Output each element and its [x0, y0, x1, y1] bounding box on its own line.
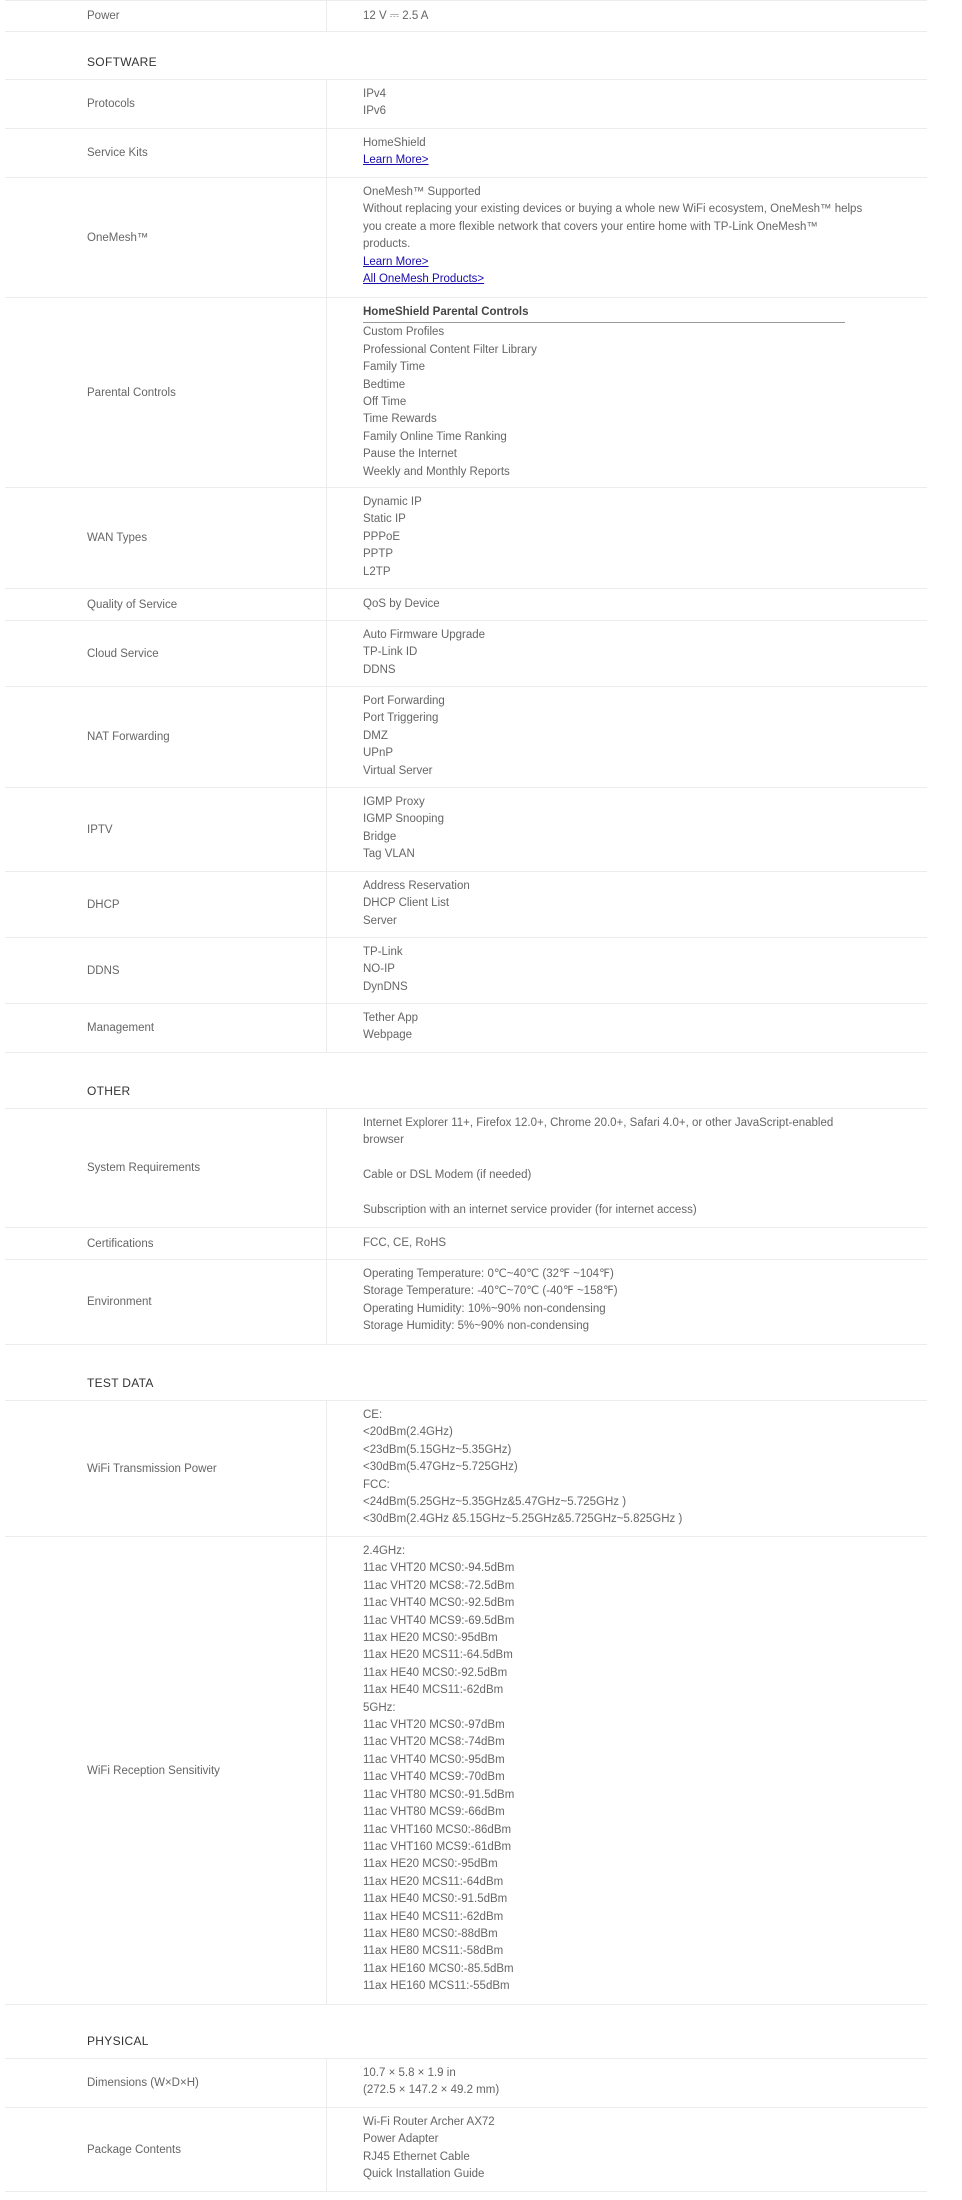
spec-value-line: 11ax HE80 MCS0:-88dBm: [363, 1927, 498, 1940]
spec-value-line: 11ax HE20 MCS0:-95dBm: [363, 1632, 498, 1645]
spec-label: OneMesh™: [5, 178, 327, 297]
spec-value-line: IGMP Proxy: [363, 796, 425, 808]
spec-value: [327, 1228, 927, 1259]
spec-value-line: Quick Installation Guide: [363, 2168, 485, 2181]
spec-value-line: <30dBm(2.4GHz &5.15GHz~5.25GHz&5.725GHz~5.825GHz ): [363, 1513, 683, 1526]
section-header-test-data: TEST DATA: [5, 1345, 927, 1401]
spec-value: [327, 80, 927, 128]
spec-value: [327, 488, 927, 588]
spec-label: WiFi Reception Sensitivity: [5, 1537, 327, 2004]
spec-value: [327, 1, 927, 31]
spec-value-line: 11ax HE40 MCS11:-62dBm: [363, 1684, 504, 1697]
spec-value-line: Professional Content Filter Library: [363, 343, 537, 356]
spec-value-line: TP-Link ID: [363, 646, 418, 659]
spec-value-line: <20dBm(2.4GHz): [363, 1426, 453, 1439]
spec-label: Power: [5, 1, 327, 31]
section-header-other: OTHER: [5, 1053, 927, 1109]
spec-value-line: Off Time: [363, 396, 407, 409]
spec-value-line: NO-IP: [363, 963, 395, 976]
spec-row-environment: [5, 1260, 927, 1345]
spec-value: [327, 1004, 927, 1052]
spec-label: Parental Controls: [5, 298, 327, 487]
spec-label: Package Contents: [5, 2108, 327, 2191]
spec-label: Dimensions (W×D×H): [5, 2059, 327, 2107]
spec-row-dimensions: [5, 2059, 927, 2108]
spec-value-line: Storage Temperature: -40℃~70℃ (-40℉ ~158℉): [363, 1285, 618, 1298]
spec-value-line: Wi-Fi Router Archer AX72: [363, 2116, 495, 2128]
spec-row-system-requirements: [5, 1109, 927, 1228]
learn-more-link[interactable]: Learn More>: [363, 154, 429, 167]
spec-value-line: Power Adapter: [363, 2133, 439, 2146]
spec-value-line: 11ac VHT20 MCS8:-74dBm: [363, 1736, 505, 1749]
spec-value-line: Custom Profiles: [363, 326, 445, 339]
spec-value-line: HomeShield: [363, 137, 426, 149]
spec-value-line: Weekly and Monthly Reports: [363, 465, 510, 478]
spec-row-wifi-transmission-power: [5, 1401, 927, 1537]
spec-value-line: you create a more flexible network that covers your entire home with TP-Link OneMesh™: [363, 220, 818, 233]
spec-value: [327, 872, 927, 937]
spec-value-line: 10.7 × 5.8 × 1.9 in: [363, 2067, 456, 2079]
spec-value-line: 11ax HE40 MCS0:-91.5dBm: [363, 1893, 508, 1906]
spec-value-line: Family Online Time Ranking: [363, 430, 507, 443]
spec-row-qos: [5, 589, 927, 621]
spec-label: Service Kits: [5, 129, 327, 177]
spec-value-line: Port Triggering: [363, 712, 439, 725]
spec-value-line: Tag VLAN: [363, 848, 415, 861]
spec-label: Certifications: [5, 1228, 327, 1259]
spec-value-line: 11ac VHT20 MCS8:-72.5dBm: [363, 1579, 515, 1592]
spec-label: Quality of Service: [5, 589, 327, 620]
spec-value-line: UPnP: [363, 747, 394, 760]
spec-row-parental-controls: [5, 298, 927, 488]
spec-value-line: Time Rewards: [363, 413, 437, 426]
spec-value: [327, 1109, 927, 1227]
spec-value-line: (272.5 × 147.2 × 49.2 mm): [363, 2084, 500, 2097]
spec-value-line: 11ax HE20 MCS0:-95dBm: [363, 1858, 498, 1871]
spec-row-protocols: [5, 80, 927, 129]
spec-value-line: products.: [363, 238, 411, 251]
parental-controls-heading: HomeShield Parental Controls: [363, 304, 845, 323]
spec-value: [327, 2108, 927, 2191]
spec-value-line: <23dBm(5.15GHz~5.35GHz): [363, 1443, 512, 1456]
spec-value-line: 11ac VHT80 MCS9:-66dBm: [363, 1806, 505, 1819]
spec-value-line: 2.4GHz:: [363, 1545, 406, 1557]
spec-row-ddns: [5, 938, 927, 1004]
spec-value-line: PPTP: [363, 548, 394, 561]
spec-value-line: Dynamic IP: [363, 496, 422, 508]
spec-value-line: FCC:: [363, 1478, 390, 1491]
section-header-software: SOFTWARE: [5, 32, 927, 80]
spec-value-line: Bridge: [363, 830, 397, 843]
spec-label: Environment: [5, 1260, 327, 1344]
spec-value-line: 11ac VHT40 MCS0:-92.5dBm: [363, 1597, 515, 1610]
spec-value-line: 11ax HE40 MCS0:-92.5dBm: [363, 1666, 508, 1679]
spec-value-line: OneMesh™ Supported: [363, 186, 481, 198]
spec-table: [5, 0, 927, 2192]
spec-value-line: DHCP Client List: [363, 897, 450, 910]
spec-value-line: RJ45 Ethernet Cable: [363, 2150, 470, 2163]
spec-value-line: Family Time: [363, 361, 425, 374]
spec-value-line: DMZ: [363, 729, 388, 742]
spec-value: [327, 938, 927, 1003]
spec-label: WiFi Transmission Power: [5, 1401, 327, 1536]
spec-value-line: 11ac VHT40 MCS0:-95dBm: [363, 1753, 505, 1766]
spec-value-line: Operating Humidity: 10%~90% non-condensing: [363, 1302, 606, 1315]
spec-value-line: 11ax HE20 MCS11:-64dBm: [363, 1875, 504, 1888]
spec-value: [327, 687, 927, 787]
spec-value-line: 11ax HE40 MCS11:-62dBm: [363, 1910, 504, 1923]
all-onemesh-products-link[interactable]: All OneMesh Products>: [363, 273, 485, 286]
spec-value-line: QoS by Device: [363, 598, 440, 610]
spec-label: System Requirements: [5, 1109, 327, 1227]
spec-value-line: 11ac VHT20 MCS0:-94.5dBm: [363, 1562, 515, 1575]
spec-row-service-kits: [5, 129, 927, 178]
spec-value-line: 11ax HE160 MCS0:-85.5dBm: [363, 1962, 514, 1975]
spec-value-line: 11ac VHT80 MCS0:-91.5dBm: [363, 1788, 515, 1801]
spec-value-line: Virtual Server: [363, 764, 433, 777]
learn-more-link[interactable]: Learn More>: [363, 255, 429, 268]
spec-value: [327, 1537, 927, 2004]
spec-value: [327, 298, 927, 487]
spec-row-package-contents: [5, 2108, 927, 2192]
spec-value-line: 5GHz:: [363, 1701, 396, 1714]
spec-value-line: TP-Link: [363, 946, 403, 958]
spec-value-line: Static IP: [363, 513, 406, 526]
spec-label: DHCP: [5, 872, 327, 937]
spec-value-line: 11ax HE160 MCS11:-55dBm: [363, 1980, 510, 1993]
spec-value-line: IGMP Snooping: [363, 813, 444, 826]
spec-value-line: IPv6: [363, 105, 387, 118]
spec-value-line: Subscription with an internet service provider (for internet access): [363, 1204, 697, 1216]
spec-label: Protocols: [5, 80, 327, 128]
spec-value: [327, 178, 927, 297]
spec-value: [327, 589, 927, 620]
spec-value-line: Webpage: [363, 1029, 413, 1042]
spec-value-line: CE:: [363, 1409, 383, 1421]
spec-value-line: DDNS: [363, 663, 396, 676]
spec-value: [327, 1401, 927, 1536]
spec-value-line: Pause the Internet: [363, 448, 457, 461]
spec-row-cloud-service: [5, 621, 927, 687]
spec-value-line: DynDNS: [363, 980, 408, 993]
spec-value-line: Auto Firmware Upgrade: [363, 629, 486, 641]
spec-value-line: IPv4: [363, 88, 387, 100]
spec-label: NAT Forwarding: [5, 687, 327, 787]
spec-value-line: 11ac VHT40 MCS9:-69.5dBm: [363, 1614, 515, 1627]
spec-value-line: Internet Explorer 11+, Firefox 12.0+, Chrome 20.0+, Safari 4.0+, or other JavaScript-enabled: [363, 1117, 834, 1129]
spec-value-line: Server: [363, 914, 397, 927]
spec-value-line: [363, 1185, 927, 1202]
spec-value-line: 11ac VHT160 MCS0:-86dBm: [363, 1823, 512, 1836]
spec-value-line: PPPoE: [363, 530, 401, 543]
spec-value-line: Storage Humidity: 5%~90% non-condensing: [363, 1320, 589, 1333]
spec-label: Management: [5, 1004, 327, 1052]
spec-value: [327, 2059, 927, 2107]
spec-label: Cloud Service: [5, 621, 327, 686]
spec-value-line: Tether App: [363, 1012, 418, 1024]
spec-row-management: [5, 1004, 927, 1053]
spec-label: WAN Types: [5, 488, 327, 588]
spec-value-line: Without replacing your existing devices or buying a whole new WiFi ecosystem, OneMesh™ helps: [363, 203, 863, 216]
spec-value: [327, 129, 927, 177]
spec-row-wan-types: [5, 488, 927, 589]
spec-value-line: Operating Temperature: 0℃~40℃ (32℉ ~104℉): [363, 1268, 614, 1280]
spec-row-dhcp: [5, 872, 927, 938]
spec-value: [327, 621, 927, 686]
spec-row-wifi-reception-sensitivity: [5, 1537, 927, 2005]
spec-row-onemesh: [5, 178, 927, 298]
spec-row-certifications: [5, 1228, 927, 1260]
spec-value-line: FCC, CE, RoHS: [363, 1237, 447, 1249]
spec-value-line: 11ax HE20 MCS11:-64.5dBm: [363, 1649, 513, 1662]
spec-value-line: [363, 1150, 927, 1167]
spec-value-line: browser: [363, 1134, 404, 1147]
spec-value-line: 11ax HE80 MCS11:-58dBm: [363, 1945, 504, 1958]
spec-value-line: <24dBm(5.25GHz~5.35GHz&5.47GHz~5.725GHz ): [363, 1496, 627, 1509]
spec-row-iptv: [5, 788, 927, 872]
spec-value-line: 11ac VHT40 MCS9:-70dBm: [363, 1771, 505, 1784]
spec-value-line: 11ac VHT20 MCS0:-97dBm: [363, 1719, 505, 1732]
spec-value: [327, 788, 927, 871]
spec-value-line: <30dBm(5.47GHz~5.725GHz): [363, 1461, 518, 1474]
spec-value-line: 12 V ⎓ 2.5 A: [363, 10, 429, 22]
spec-value-line: Cable or DSL Modem (if needed): [363, 1169, 532, 1182]
section-header-physical: PHYSICAL: [5, 2005, 927, 2059]
spec-row-power: [5, 0, 927, 32]
spec-label: IPTV: [5, 788, 327, 871]
spec-value-line: Bedtime: [363, 378, 406, 391]
spec-value-line: 11ac VHT160 MCS9:-61dBm: [363, 1840, 512, 1853]
spec-row-nat-forwarding: [5, 687, 927, 788]
spec-label: DDNS: [5, 938, 327, 1003]
spec-value-line: Port Forwarding: [363, 695, 445, 707]
spec-value-line: L2TP: [363, 565, 391, 578]
spec-value: [327, 1260, 927, 1344]
spec-value-line: Address Reservation: [363, 880, 470, 892]
